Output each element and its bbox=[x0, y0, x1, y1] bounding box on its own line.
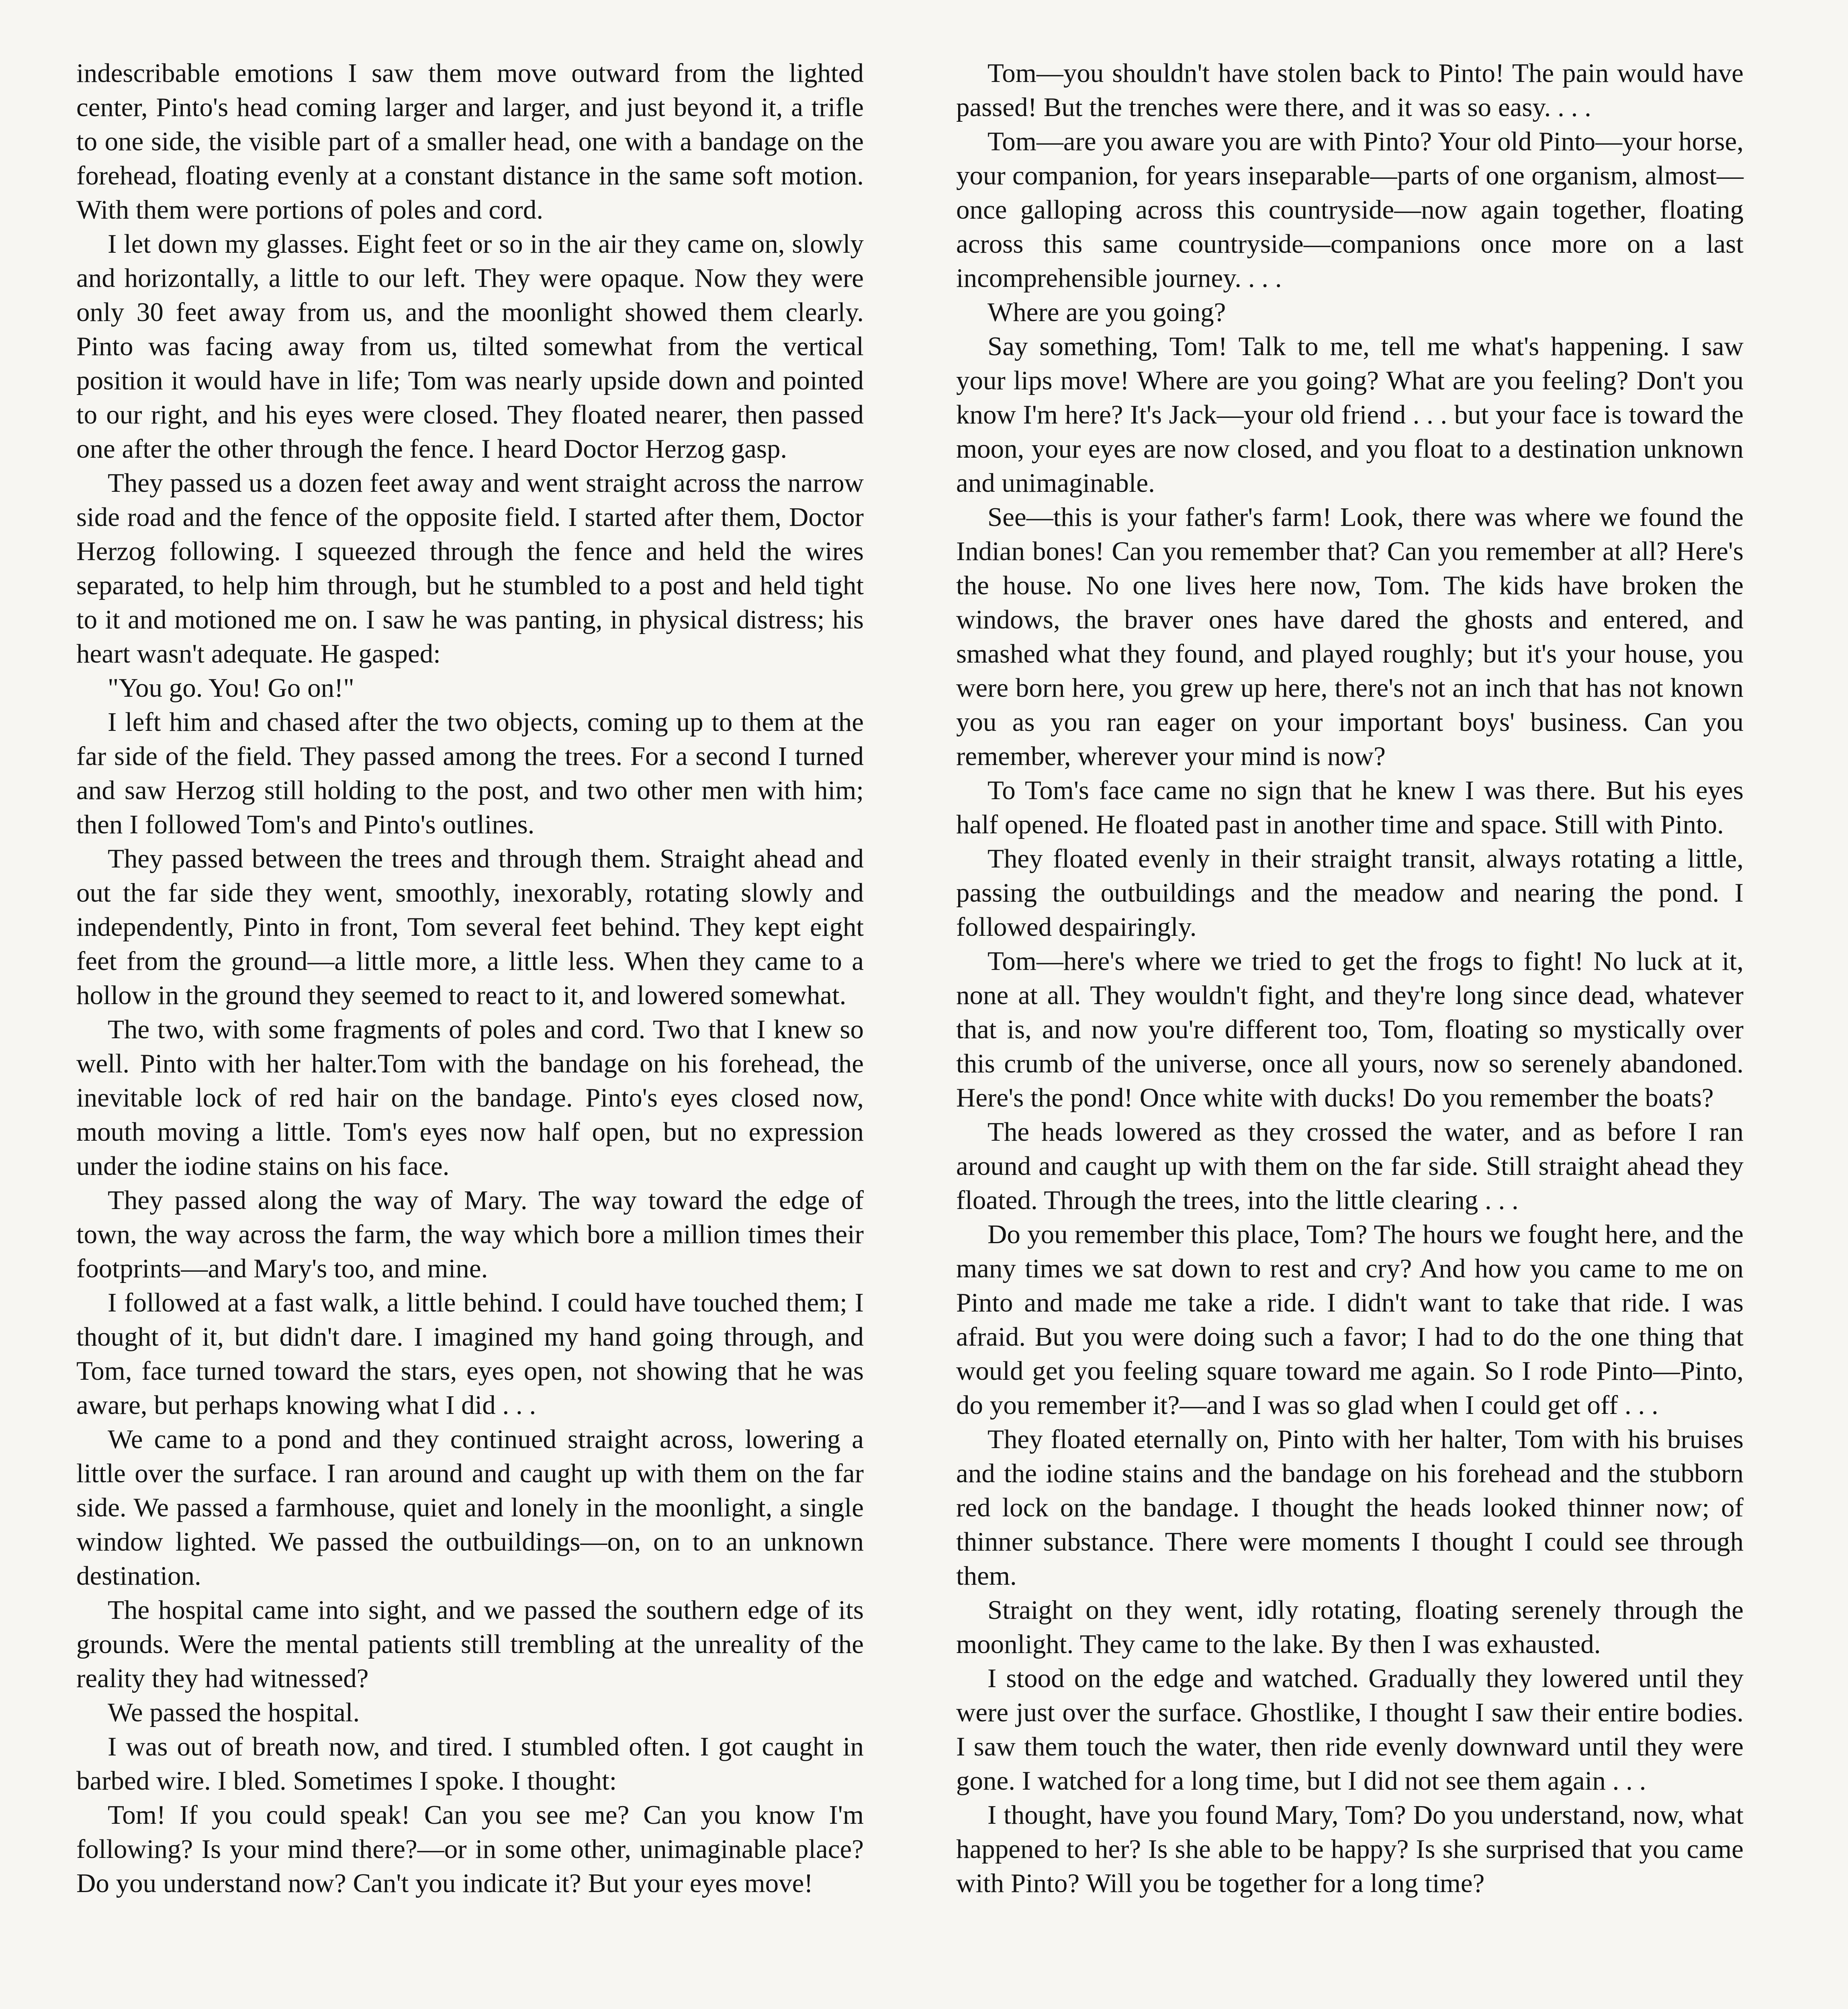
paragraph: They floated eternally on, Pinto with her halter, Tom with his bruises and the iodine stains and the bandage on his forehead and the stubborn red lock on the bandage. I thought the heads looked thinner now; of thinner substance. There were moments I thought I could see through them. bbox=[956, 1424, 1744, 1591]
paragraph: They passed between the trees and through them. Straight ahead and out the far side they went, smoothly, inexorably, rotating slowly and independently, Pinto in front, Tom several feet behind. They kept eight feet from the ground—a little more, a little less. When they came to a hollow in the ground they seemed to react to it, and lowered somewhat. bbox=[76, 844, 864, 1010]
paragraph: Straight on they went, idly rotating, floating serenely through the moonlight. They came to the lake. By then I was exhausted. bbox=[956, 1595, 1744, 1659]
paragraph: Tom—here's where we tried to get the frogs to fight! No luck at it, none at all. They wouldn't fight, and they're long since dead, whatever that is, and now you're different too, Tom, floating so mystically over this crumb of the universe, once all yours, now so serenely abandoned. Here's the pond! Once white with ducks! Do you remember the boats? bbox=[956, 946, 1744, 1113]
paragraph: I left him and chased after the two objects, coming up to them at the far side of the field. They passed among the trees. For a second I turned and saw Herzog still holding to the post, and two other men with him; then I followed Tom's and Pinto's outlines. bbox=[76, 707, 864, 839]
left-column bbox=[76, 56, 864, 1901]
paragraph: indescribable emotions I saw them move outward from the lighted center, Pinto's head coming larger and larger, and just beyond it, a trifle to one side, the visible part of a smaller head, one with a bandage on the forehead, floating evenly at a constant distance in the same soft motion. With them were portions of poles and cord. bbox=[76, 58, 864, 225]
paragraph: We passed the hospital. bbox=[108, 1698, 360, 1727]
paragraph: We came to a pond and they continued straight across, lowering a little over the surface. I ran around and caught up with them on the far side. We passed a farmhouse, quiet and lonely in the moonlight, a single window lighted. We passed the outbuildings—on, on to an unknown destination. bbox=[76, 1424, 864, 1591]
paragraph: Do you remember this place, Tom? The hours we fought here, and the many times we sat down to rest and cry? And how you came to me on Pinto and made me take a ride. I didn't want to take that ride. I was afraid. But you were doing such a favor; I had to do the one thing that would get you feeling square toward me again. So I rode Pinto—Pinto, do you remember it?—and I was so glad when I could get off . . . bbox=[956, 1219, 1744, 1420]
paragraph: I let down my glasses. Eight feet or so in the air they came on, slowly and horizontally, a little to our left. They were opaque. Now they were only 30 feet away from us, and the moonlight showed them clearly. Pinto was facing away from us, tilted somewhat from the vertical position it would have in life; Tom was nearly upside down and pointed to our right, and his eyes were closed. They floated nearer, then passed one after the other through the fence. I heard Doctor Herzog gasp. bbox=[76, 229, 864, 464]
paragraph: They passed along the way of Mary. The way toward the edge of town, the way across the farm, the way which bore a million times their footprints—and Mary's too, and mine. bbox=[76, 1185, 864, 1283]
paragraph: Tom—you shouldn't have stolen back to Pinto! The pain would have passed! But the trenches were there, and it was so easy. . . . bbox=[956, 58, 1744, 122]
paragraph: The two, with some fragments of poles and cord. Two that I knew so well. Pinto with her halter.Tom with the bandage on his forehead, the inevitable lock of red hair on the bandage. Pinto's eyes closed now, mouth moving a little. Tom's eyes now half open, but no expression under the iodine stains on his face. bbox=[76, 1015, 864, 1181]
paragraph: "You go. You! Go on!" bbox=[108, 673, 354, 703]
paragraph: To Tom's face came no sign that he knew I was there. But his eyes half opened. He floated past in another time and space. Still with Pinto. bbox=[956, 775, 1744, 839]
paragraph: The hospital came into sight, and we passed the southern edge of its grounds. Were the mental patients still trembling at the unreality of the reality they had witnessed? bbox=[76, 1595, 864, 1693]
paragraph: Tom! If you could speak! Can you see me? Can you know I'm following? Is your mind there?—or in some other, unimaginable place? Do you understand now? Can't you indicate it? But your eyes move! bbox=[76, 1800, 864, 1898]
paragraph: I stood on the edge and watched. Gradually they lowered until they were just over the surface. Ghostlike, I thought I saw their entire bodies. I saw them touch the water, then ride evenly downward until they were gone. I watched for a long time, but I did not see them again . . . bbox=[956, 1663, 1744, 1796]
paragraph: The heads lowered as they crossed the water, and as before I ran around and caught up with them on the far side. Still straight ahead they floated. Through the trees, into the little clearing . . . bbox=[956, 1117, 1744, 1215]
paragraph: I was out of breath now, and tired. I stumbled often. I got caught in barbed wire. I bled. Sometimes I spoke. I thought: bbox=[76, 1732, 864, 1796]
paragraph: I thought, have you found Mary, Tom? Do you understand, now, what happened to her? Is she able to be happy? Is she surprised that you came with Pinto? Will you be together for a long time? bbox=[956, 1800, 1744, 1898]
paragraph: Say something, Tom! Talk to me, tell me what's happening. I saw your lips move! Where are you going? What are you feeling? Don't you know I'm here? It's Jack—your old friend . . . but your face is toward the moon, your eyes are now closed, and you float to a destination unknown and unimaginable. bbox=[956, 331, 1744, 498]
paragraph: They passed us a dozen feet away and went straight across the narrow side road and the fence of the opposite field. I started after them, Doctor Herzog following. I squeezed through the fence and held the wires separated, to help him through, but he stumbled to a post and held tight to it and motioned me on. I saw he was panting, in physical distress; his heart wasn't adequate. He gasped: bbox=[76, 468, 864, 669]
paragraph: Where are you going? bbox=[987, 297, 1226, 327]
paragraph: See—this is your father's farm! Look, there was where we found the Indian bones! Can you remember that? Can you remember at all? Here's the house. No one lives here now, Tom. The kids have broken the windows, the braver ones have dared the ghosts and entered, and smashed what they found, and played roughly; but it's your house, you were born here, you grew up here, there's not an inch that has not known you as you ran eager on your important boys' business. Can you remember, wherever your mind is now? bbox=[956, 502, 1744, 771]
paragraph: They floated evenly in their straight transit, always rotating a little, passing the outbuildings and the meadow and nearing the pond. I followed despairingly. bbox=[956, 844, 1744, 942]
paragraph: I followed at a fast walk, a little behind. I could have touched them; I thought of it, but didn't dare. I imagined my hand going through, and Tom, face turned toward the stars, eyes open, not showing that he was aware, but perhaps knowing what I did . . . bbox=[76, 1288, 864, 1420]
paragraph: Tom—are you aware you are with Pinto? Your old Pinto—your horse, your companion, for years inseparable—parts of one organism, almost—once galloping across this countryside—now again together, floating across this same countryside—companions once more on a last incomprehensible journey. . . . bbox=[956, 127, 1744, 293]
right-column bbox=[956, 56, 1744, 1901]
